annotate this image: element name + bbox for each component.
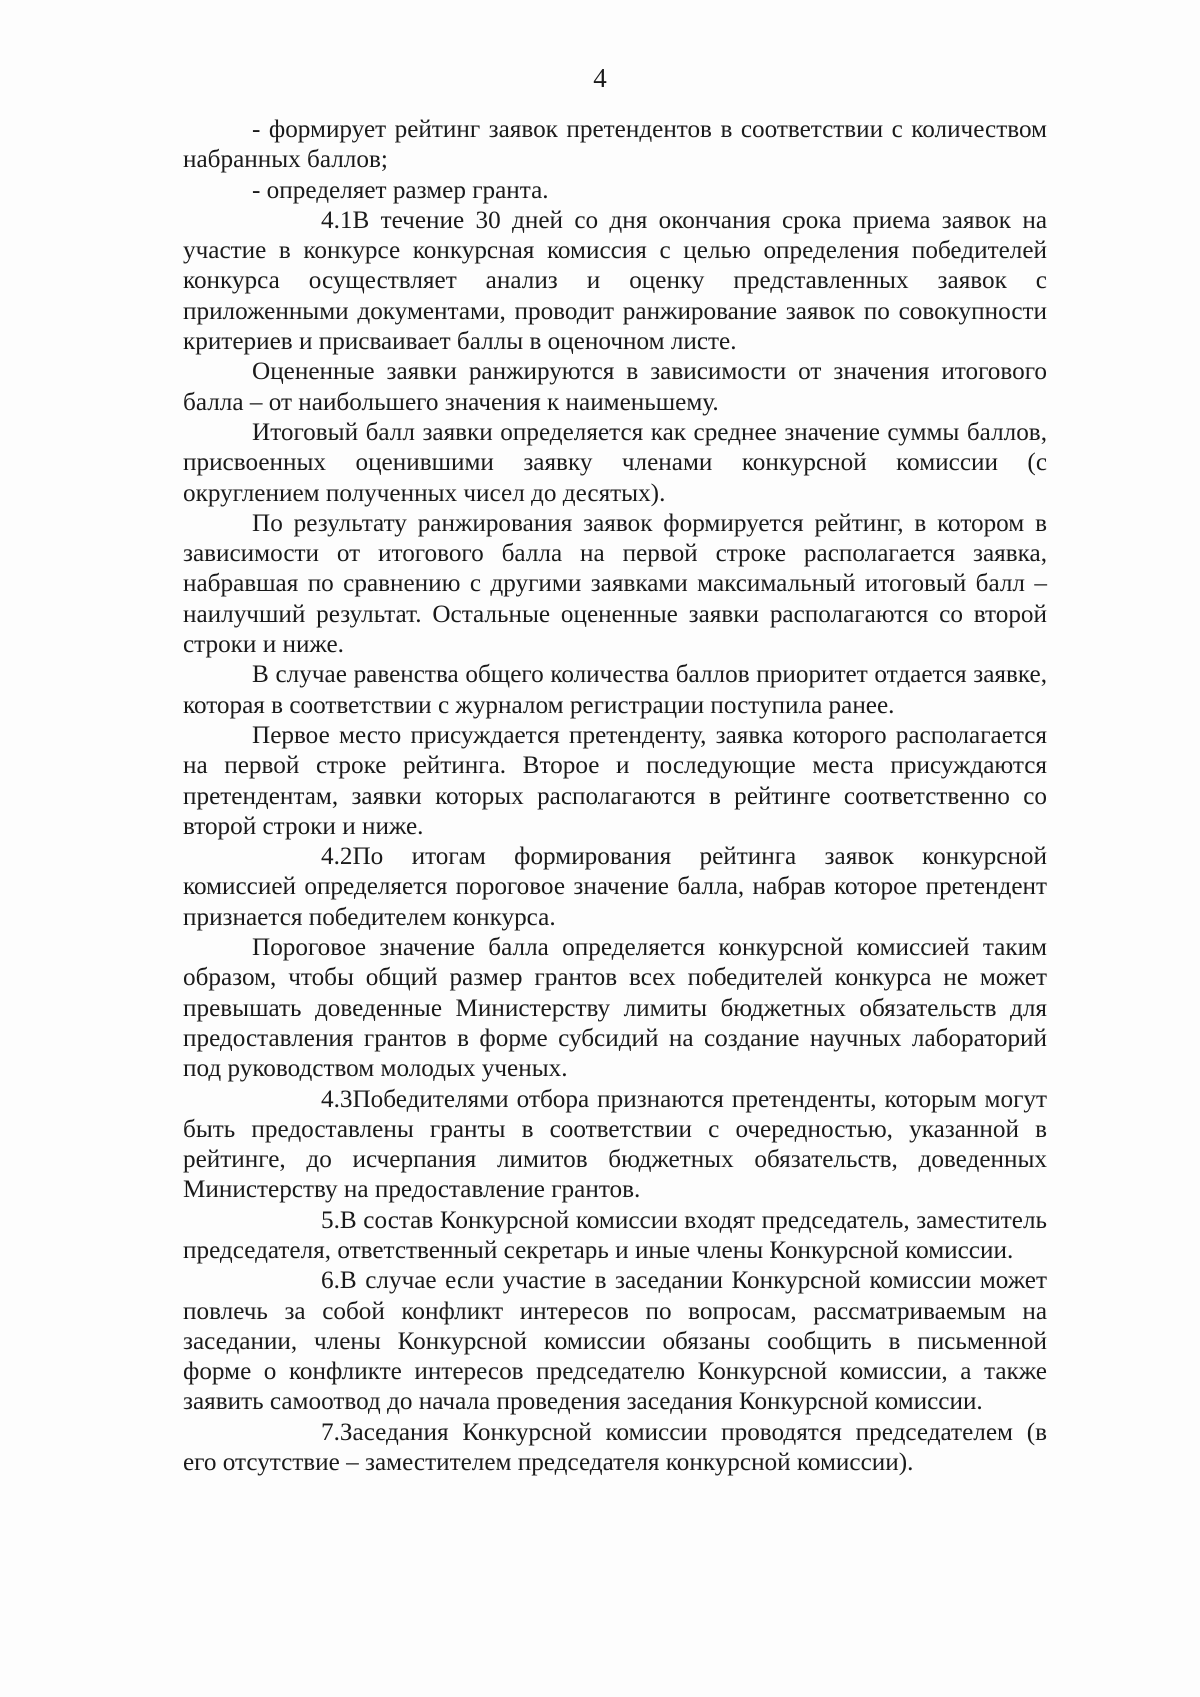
paragraph-number: 4.1: [321, 206, 353, 234]
paragraph: [183, 176, 1047, 206]
paragraph-number: 6.: [321, 1267, 340, 1295]
paragraph-number: 4.3: [321, 1085, 353, 1113]
paragraph: [183, 1085, 1047, 1206]
paragraph: [183, 842, 1047, 933]
paragraph-text: Пороговое значение балла определяется конкурсной комиссией таким образом, чтобы общий размер грантов всех победителей конкурса не может превышать доведенные Министерству лимиты бюджетных обязательств для предоставления грантов в форме субсидий на создание научных лабораторий под руководством молодых ученых.: [183, 934, 1047, 1083]
paragraph: [183, 1206, 1047, 1267]
paragraph-text: По итогам формирования рейтинга заявок конкурсной комиссией определяется пороговое значение балла, набрав которое претендент признается победителем конкурса.: [183, 843, 1047, 931]
document-body: [183, 115, 1047, 1478]
paragraph: [183, 1266, 1047, 1417]
paragraph-text: Победителями отбора признаются претенденты, которым могут быть предоставлены гранты в соответствии с очередностью, указанной в рейтинге, до исчерпания лимитов бюджетных обязательств, доведенных Министерству на предоставление грантов.: [183, 1085, 1047, 1204]
paragraph-text: Оцененные заявки ранжируются в зависимости от значения итогового балла – от наибольшего значения к наименьшему.: [183, 358, 1047, 416]
paragraph-text: - формирует рейтинг заявок претендентов в соответствии с количеством набранных баллов;: [183, 116, 1047, 174]
paragraph-text: По результату ранжирования заявок формируется рейтинг, в котором в зависимости от итогового балла на первой строке располагается заявка, набравшая по сравнению с другими заявками максимальный итоговый балл – наилучший результат. Остальные оцененные заявки располагаются со второй строки и ниже.: [183, 509, 1047, 659]
paragraph: [183, 357, 1047, 418]
paragraph-text: - определяет размер гранта.: [252, 176, 549, 204]
paragraph: [183, 933, 1047, 1084]
paragraph: [183, 721, 1047, 842]
paragraph: [183, 1418, 1047, 1479]
paragraph: [183, 509, 1047, 660]
paragraph-text: Первое место присуждается претенденту, заявка которого располагается на первой строке рейтинга. Второе и последующие места присуждаются претендентам, заявки которых располагаются в рейтинге соответственно со второй строки и ниже.: [183, 721, 1047, 840]
paragraph-text: Итоговый балл заявки определяется как среднее значение суммы баллов, присвоенных оценившими заявку членами конкурсной комиссии (с округлением полученных чисел до десятых).: [183, 418, 1047, 507]
paragraph-number: 4.2: [321, 843, 353, 871]
paragraph-text: В случае равенства общего количества баллов приоритет отдается заявке, которая в соответствии с журналом регистрации поступила ранее.: [183, 661, 1047, 719]
paragraph: [183, 206, 1047, 357]
paragraph-number: 5.: [321, 1206, 340, 1234]
paragraph-text: В случае если участие в заседании Конкурсной комиссии может повлечь за собой конфликт интересов по вопросам, рассматриваемым на заседании, члены Конкурсной комиссии обязаны сообщить в письменной форме о конфликте интересов председателю Конкурсной комиссии, а также заявить самоотвод до начала проведения заседания Конкурсной комиссии.: [183, 1267, 1047, 1416]
paragraph: [183, 115, 1047, 176]
paragraph: [183, 418, 1047, 509]
paragraph-text: Заседания Конкурсной комиссии проводятся председателем (в его отсутствие – заместителем председателя конкурсной комиссии).: [183, 1418, 1047, 1477]
paragraph-text: В состав Конкурсной комиссии входят председатель, заместитель председателя, ответственный секретарь и иные члены Конкурсной комиссии.: [183, 1206, 1047, 1264]
paragraph-number: 7.: [321, 1418, 340, 1446]
paragraph-text: В течение 30 дней со дня окончания срока приема заявок на участие в конкурсе конкурсная комиссия с целью определения победителей конкурса осуществляет анализ и оценку представленных заявок с приложенными документами, проводит ранжирование заявок по совокупности критериев и присваивает баллы в оценочном листе.: [183, 206, 1047, 356]
paragraph: [183, 660, 1047, 721]
page-number: 4: [593, 63, 607, 93]
